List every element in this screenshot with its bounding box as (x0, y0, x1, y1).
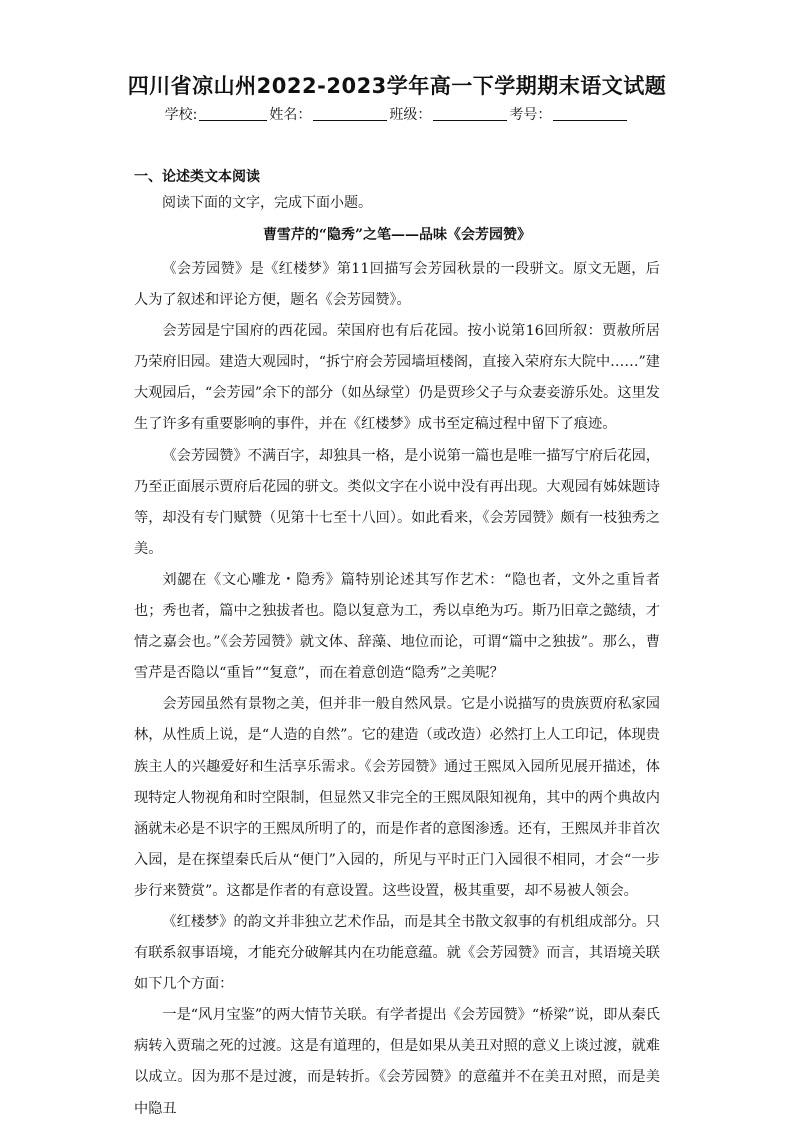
name-label: 姓名： (269, 107, 312, 123)
school-blank[interactable] (199, 106, 267, 121)
school-label: 学校: (164, 107, 198, 123)
student-info-line (0, 104, 794, 124)
name-blank[interactable] (313, 106, 387, 121)
class-label: 班级： (389, 107, 432, 123)
article-paragraph: 会芳园虽然有景物之美，但并非一般自然风景。它是小说描写的贵族贾府私家园林，从性质上说，是“人造的自然”。它的建造（或改造）必然打上人工印记，体现贵族主人的兴趣爱好和生活享乐需求。《会芳园赞》通过王熙凤入园所见展开描述，体现特定人物视角和时空限制，但显然又非完全的王熙凤限知视角，其中的两个典故内涵就未必是不识字的王熙凤所明了的，而是作者的意图渗透。还有，王熙凤并非首次入园，是在探望秦氏后从“便门”入园的，所见与平时正门入园很不相同，才会“一步步行来赞赏”。这都是作者的有意设置。这些设置，极其重要，却不易被人领会。 (134, 696, 660, 899)
section-heading: 一、论述类文本阅读 (134, 169, 260, 185)
article-body (134, 254, 660, 1125)
exam-title: 四川省凉山州2022-2023学年高一下学期期末语文试题 (127, 74, 667, 98)
class-blank[interactable] (433, 106, 507, 121)
article-paragraph: 《会芳园赞》是《红楼梦》第11回描写会芳园秋景的一段骈文。原文无题，后人为了叙述和评论方便，题名《会芳园赞》。 (134, 261, 660, 309)
id-label: 考号： (509, 107, 552, 123)
article-paragraph: 会芳园是宁国府的西花园。荣国府也有后花园。按小说第16回所叙：贾赦所居乃荣府旧园。建造大观园时，“拆宁府会芳园墙垣楼阁，直接入荣府东大院中……”建大观园后，“会芳园”余下的部分（如丛绿堂）仍是贾珍父子与众妻妾游乐处。这里发生了许多有重要影响的事件，并在《红楼梦》成书至定稿过程中留下了痕迹。 (134, 323, 660, 433)
article-paragraph: 刘勰在《文心雕龙・隐秀》篇特别论述其写作艺术：“隐也者，文外之重旨者也；秀也者，篇中之独拔者也。隐以复意为工，秀以卓绝为巧。斯乃旧章之懿绩，才情之嘉会也。”《会芳园赞》就文体、辞藻、地位而论，可谓“篇中之独拔”。那么，曹雪芹是否隐以“重旨”“复意”，而在着意创造“隐秀”之美呢？ (134, 571, 660, 682)
article-paragraph: 《红楼梦》的韵文并非独立艺术作品，而是其全书散文叙事的有机组成部分。只有联系叙事语境，才能充分破解其内在功能意蕴。就《会芳园赞》而言，其语境关联如下几个方面： (134, 913, 660, 993)
article-paragraph: 一是“风月宝鉴”的两大情节关联。有学者提出《会芳园赞》“桥梁”说，即从秦氏病转入贾瑞之死的过渡。这是有道理的，但是如果从美丑对照的意义上谈过渡，就难以成立。因为那不是过渡，而是转折。《会芳园赞》的意蕴并不在美丑对照，而是美中隐丑 (134, 1007, 660, 1117)
article-title: 曹雪芹的“隐秀”之笔——品味《会芳园赞》 (262, 227, 532, 243)
section-instruction: 阅读下面的文字，完成下面小题。 (162, 195, 372, 211)
id-blank[interactable] (553, 106, 627, 121)
article-paragraph: 《会芳园赞》不满百字，却独具一格，是小说第一篇也是唯一描写宁府后花园，乃至正面展示贾府后花园的骈文。类似文字在小说中没有再出现。大观园有姊妹题诗等，却没有专门赋赞（见第十七至十八回）。如此看来，《会芳园赞》颇有一枝独秀之美。 (134, 447, 660, 557)
